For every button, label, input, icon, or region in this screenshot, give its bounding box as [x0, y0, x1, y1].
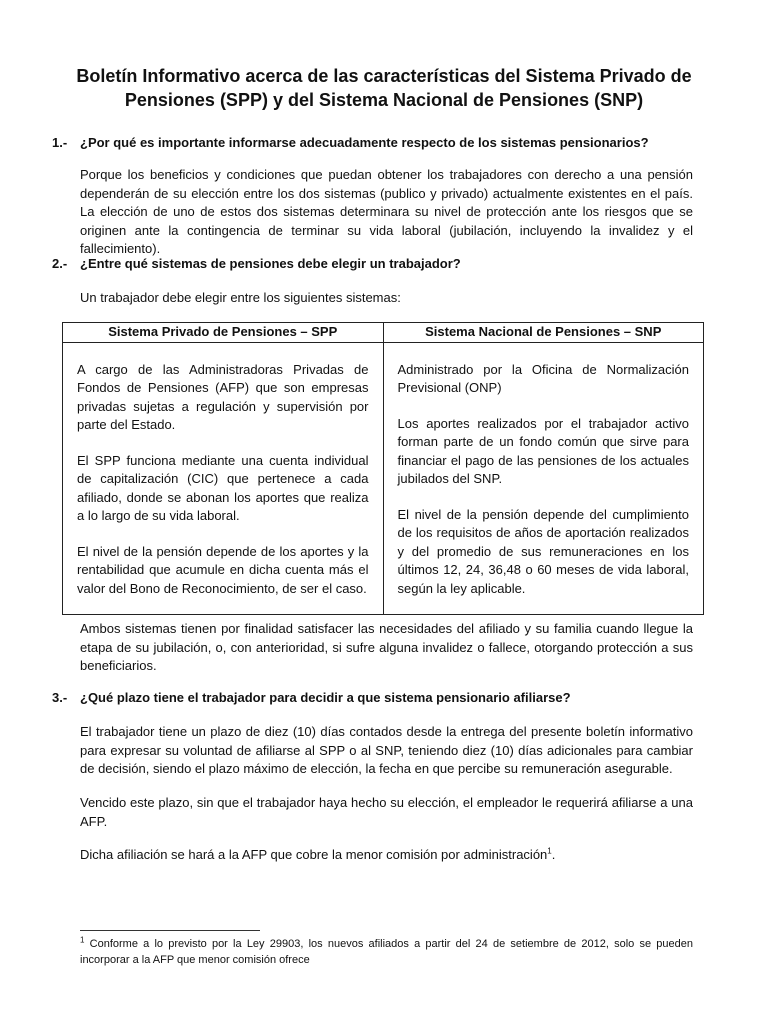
spp-paragraph-2: El SPP funciona mediante una cuenta individual de capitalización (CIC) que pertenece a cada afiliado, donde se abonan los aportes que realiza a lo largo de su vida laboral. [77, 452, 369, 523]
table-header-row [63, 323, 704, 343]
spp-paragraph-1: A cargo de las Administradoras Privadas de Fondos de Pensiones (AFP) que son empresas privadas sujetas a regulación y supervisión por parte del Estado. [77, 361, 369, 432]
table-row [63, 342, 704, 615]
snp-paragraph-3: El nivel de la pensión depende del cumplimiento de los requisitos de años de aportación realizados y del promedio de sus remuneraciones en los últimos 12, 24, 36,48 o 60 meses de vida laboral, según la ley aplicable. [397, 506, 689, 596]
spp-cell [63, 342, 384, 615]
footnote-reference: 1 [547, 846, 552, 856]
answer-1: Porque los beneficios y condiciones que puedan obtener los trabajadores con derecho a una pensión dependerán de su elección entre los dos sistemas (publico y privado) actualmente existentes en el país. La elección de uno de estos dos sistemas determinara su nivel de protección ante los riesgos que se originen ante la contingencia de terminar su vida laboral (jubilación, incluyendo la invalidez y el fallecimiento). [80, 167, 693, 256]
question-1 [52, 134, 649, 152]
paragraph-end: . [551, 847, 556, 862]
answer-3-paragraph-1: El trabajador tiene un plazo de diez (10) días contados desde la entrega del presente boletín informativo para expresar su voluntad de afiliarse al SPP o al SNP, teniendo diez (10) días adicionales para cambiar de decisión, siendo el plazo máximo de elección, la fecha en que percibe su remuneración asegurable. [80, 724, 693, 776]
title-line-2: Pensiones (SPP) y del Sistema Nacional de Pensiones (SNP) [124, 90, 644, 110]
pension-systems-table [62, 322, 704, 615]
spp-paragraph-3: El nivel de la pensión depende de los aportes y la rentabilidad que acumule en dicha cuenta más el valor del Bono de Reconocimiento, de ser el caso. [77, 543, 369, 596]
table-header-snp: Sistema Nacional de Pensiones – SNP [383, 323, 704, 343]
footnote-divider [80, 930, 260, 931]
footnote [80, 936, 693, 968]
question-2 [52, 255, 461, 273]
section-2-conclusion: Ambos sistemas tienen por finalidad satisfacer las necesidades del afiliado y su familia cuando llegue la etapa de su jubilación, o, con anterioridad, si sufre alguna invalidez o fallece, otorgando protección a sus beneficiarios. [80, 621, 693, 673]
section-2-intro: Un trabajador debe elegir entre los siguientes sistemas: [80, 290, 401, 305]
snp-cell [383, 342, 704, 615]
table-header-spp: Sistema Privado de Pensiones – SPP [63, 323, 384, 343]
question-text: ¿Qué plazo tiene el trabajador para decidir a que sistema pensionario afiliarse? [80, 690, 571, 705]
question-number: 3.- [52, 690, 68, 705]
title-line-1: Boletín Informativo acerca de las características del Sistema Privado de [76, 66, 692, 86]
snp-paragraph-1: Administrado por la Oficina de Normalización Previsional (ONP) [397, 361, 689, 395]
question-text: ¿Entre qué sistemas de pensiones debe elegir un trabajador? [80, 256, 461, 271]
footnote-marker: 1 [80, 935, 85, 945]
question-number: 1.- [52, 135, 68, 150]
answer-3-paragraph-2: Vencido este plazo, sin que el trabajador haya hecho su elección, el empleador le requerirá afiliarse a una AFP. [80, 795, 693, 829]
question-number: 2.- [52, 256, 68, 271]
question-text: ¿Por qué es importante informarse adecuadamente respecto de los sistemas pensionarios? [80, 135, 649, 150]
question-3 [52, 689, 571, 707]
document-title [60, 64, 708, 112]
paragraph-text: Dicha afiliación se hará a la AFP que cobre la menor comisión por administración [80, 847, 548, 862]
snp-paragraph-2: Los aportes realizados por el trabajador activo forman parte de un fondo común que sirve para financiar el pago de las pensiones de los actuales jubilados del SNP. [397, 415, 689, 486]
footnote-text: Conforme a lo previsto por la Ley 29903, los nuevos afiliados a partir del 24 de setiembre de 2012, solo se pueden incorporar a la AFP que menor comisión ofrece [80, 938, 693, 966]
answer-3-paragraph-3 [80, 846, 693, 865]
